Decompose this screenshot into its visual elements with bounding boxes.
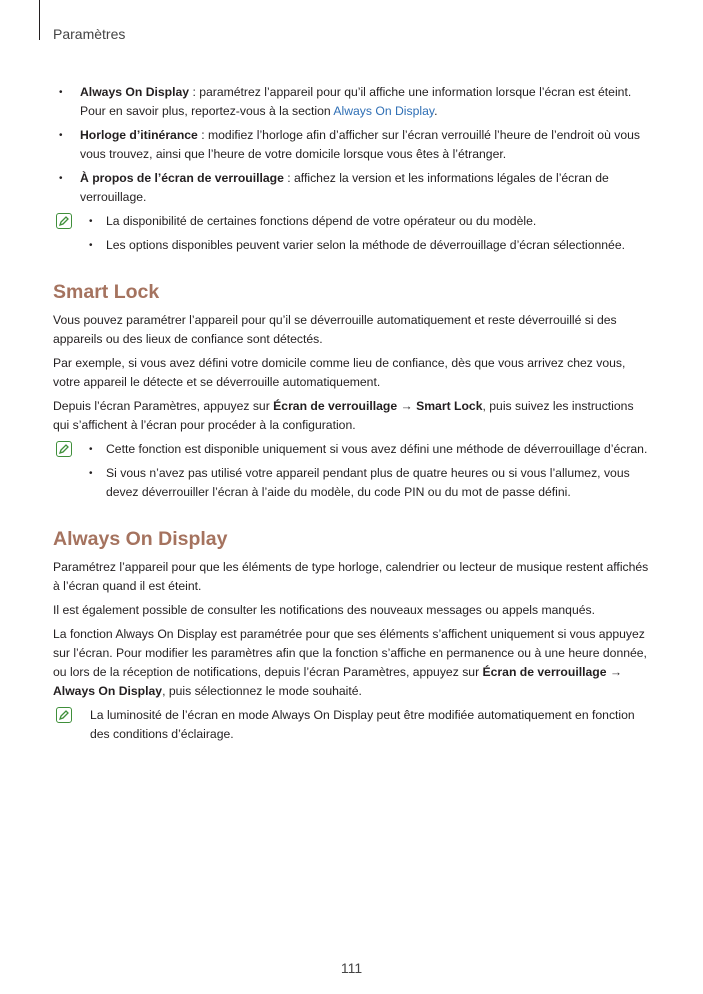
- menu-path-item: Always On Display: [53, 684, 163, 698]
- paragraph-text: Depuis l’écran Paramètres, appuyez sur: [53, 399, 274, 413]
- bullet-term: Always On Display: [80, 85, 190, 99]
- paragraph-text: , puis suivez les instructions qui s’affichent à l’écran pour procéder à la configuration.: [53, 399, 634, 432]
- bullet-text: : modifiez l’horloge afin d’afficher sur l’écran verrouillé l’heure de l’endroit où vous vous trouvez, ainsi que l’heure de votre domicile lorsque vous êtes à l’étranger.: [80, 128, 640, 161]
- bullet-term: Horloge d’itinérance: [80, 128, 198, 142]
- menu-path-arrow: →: [397, 399, 417, 413]
- note-item: • Cette fonction est disponible uniquement si vous avez défini une méthode de déverrouillage d’écran.: [106, 440, 650, 459]
- paragraph: Il est également possible de consulter les notifications des nouveaux messages ou appels manqués.: [53, 603, 595, 617]
- menu-path-item: Écran de verrouillage: [482, 665, 607, 679]
- note-item: • Les options disponibles peuvent varier selon la méthode de déverrouillage d’écran sélectionnée.: [106, 236, 650, 255]
- bullet-text-end: .: [434, 104, 438, 118]
- note-pencil-icon: [56, 213, 72, 229]
- note-item: • Si vous n’avez pas utilisé votre appareil pendant plus de quatre heures ou si vous l’allumez, vous devez déverrouiller l’écran à l’aide du modèle, du code PIN ou du mot de passe défini.: [106, 464, 650, 502]
- intro-bullet-list: [53, 83, 650, 207]
- paragraph: Par exemple, si vous avez défini votre domicile comme lieu de confiance, dès que vous arrivez chez vous, votre appareil le détecte et se déverrouille automatiquement.: [53, 356, 626, 389]
- menu-path-item: Smart Lock: [416, 399, 483, 413]
- header-rule: [39, 0, 40, 40]
- note-pencil-icon: [56, 707, 72, 723]
- note-pencil-icon: [56, 441, 72, 457]
- note-text: La luminosité de l’écran en mode Always On Display peut être modifiée automatiquement en fonction des conditions d’éclairage.: [90, 708, 635, 741]
- main-content: [53, 83, 650, 748]
- list-item: [53, 83, 650, 121]
- bullet-text: : affichez la version et les informations légales de l’écran de verrouillage.: [80, 171, 609, 204]
- aod-section-link[interactable]: Always On Display: [333, 104, 435, 118]
- menu-path-arrow: →: [606, 665, 623, 679]
- note-block: [53, 440, 650, 502]
- note-item: • La disponibilité de certaines fonctions dépend de votre opérateur ou du modèle.: [106, 212, 650, 231]
- paragraph: [53, 397, 650, 435]
- bullet-term: À propos de l’écran de verrouillage: [80, 171, 284, 185]
- page-header: Paramètres: [53, 26, 126, 42]
- paragraph-text: , puis sélectionnez le mode souhaité.: [162, 684, 362, 698]
- section-heading-always-on-display: Always On Display: [53, 528, 228, 550]
- note-block: [53, 212, 650, 255]
- note-block: [53, 706, 650, 744]
- paragraph-text: La fonction Always On Display est paramétrée pour que ses éléments s’affichent uniquement si vous appuyez sur l’écran. Pour modifier les paramètres afin que la fonction s’affiche en permanence ou à une heure donnée, ou lors de la réception de notifications, depuis l’écran Paramètres, appuyez sur: [53, 627, 647, 679]
- paragraph: [53, 625, 650, 701]
- menu-path-item: Écran de verrouillage: [273, 399, 398, 413]
- list-item: [53, 169, 650, 207]
- paragraph: Vous pouvez paramétrer l’appareil pour qu’il se déverrouille automatiquement et reste déverrouillé si des appareils ou des lieux de confiance sont détectés.: [53, 313, 617, 346]
- bullet-text: : paramétrez l’appareil pour qu’il affiche une information lorsque l’écran est éteint. Pour en savoir plus, reportez-vous à la section: [80, 85, 632, 118]
- section-heading-smart-lock: Smart Lock: [53, 281, 160, 303]
- list-item: [53, 126, 650, 164]
- paragraph: Paramétrez l’appareil pour que les éléments de type horloge, calendrier ou lecteur de musique restent affichés à l’écran quand il est éteint.: [53, 560, 649, 593]
- page-number: 111: [340, 960, 363, 976]
